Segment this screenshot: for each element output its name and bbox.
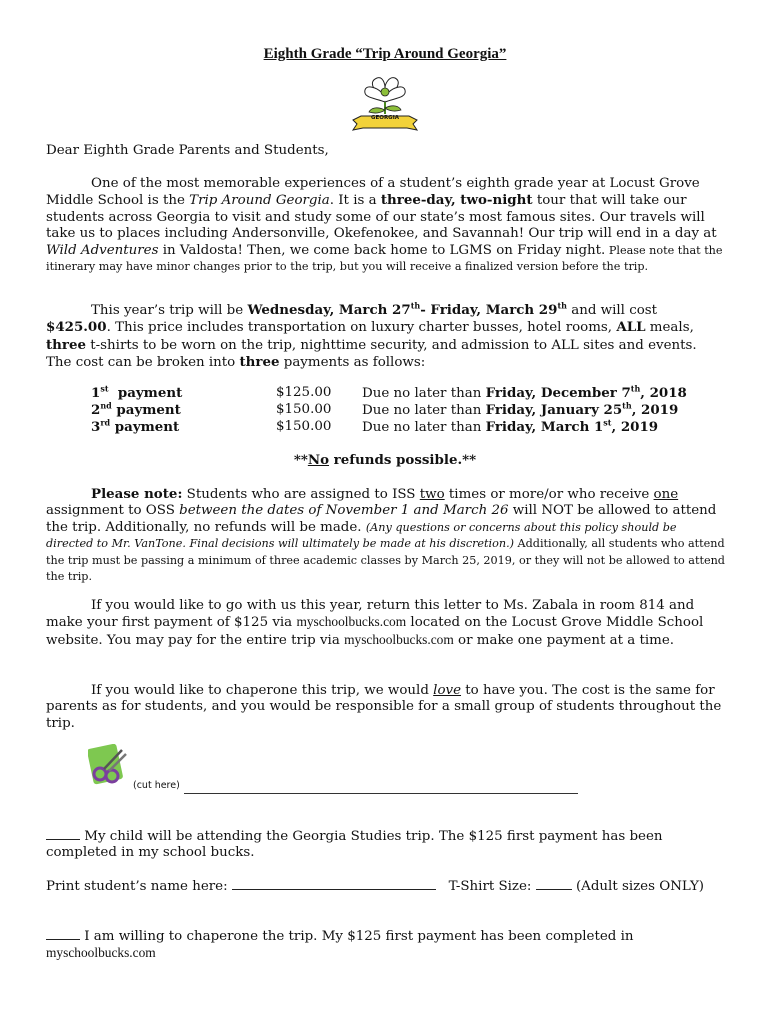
student-name-field[interactable]	[232, 879, 436, 890]
payment-amount: $125.00	[276, 385, 332, 400]
payment-label: 2nd payment	[91, 400, 181, 418]
payment-due: Due no later than Friday, December 7th, 2018	[362, 383, 687, 401]
scissors-icon	[88, 744, 136, 786]
chaperone-checkbox-blank[interactable]	[46, 929, 80, 940]
payment-label: 1st payment	[91, 383, 183, 401]
attending-checkbox-blank[interactable]	[46, 829, 80, 840]
payment-due: Due no later than Friday, March 1st, 2019	[362, 417, 659, 435]
student-info-line: Print student’s name here: T-Shirt Size: (Adult sizes ONLY)	[46, 879, 705, 894]
logo-banner-text: GEORGIA	[371, 115, 399, 121]
page-title: Eighth Grade “Trip Around Georgia”	[263, 46, 507, 62]
enrollment-paragraph: If you would like to go with us this year, return this letter to Ms. Zabala in room 814 and make your first payment of $125 via myschoolbucks.com located on the Locust Grove Middle School website. You may pay for the entire trip via myschoolbucks.com or make one payment at a time.	[46, 598, 704, 648]
attending-confirmation: My child will be attending the Georgia Studies trip. The $125 first payment has been completed in my school bucks.	[46, 829, 663, 861]
payment-amount: $150.00	[276, 402, 332, 417]
tshirt-size-field[interactable]	[536, 879, 572, 890]
chaperone-confirmation: I am willing to chaperone the trip. My $125 first payment has been completed in myschoolbucks.com	[46, 929, 634, 961]
payment-due: Due no later than Friday, January 25th, 2019	[362, 400, 679, 418]
payment-amount: $150.00	[276, 419, 332, 434]
payment-label: 3rd payment	[91, 417, 180, 435]
cut-line	[184, 793, 578, 794]
chaperone-paragraph: If you would like to chaperone this trip, we would love to have you. The cost is the same for parents as for students, and you would be responsible for a small group of students throughout the trip.	[46, 683, 722, 731]
greeting: Dear Eighth Grade Parents and Students,	[46, 143, 329, 158]
georgia-flower-logo	[345, 72, 425, 136]
cut-here-label: (cut here)	[133, 780, 180, 791]
policy-paragraph: Please note: Students who are assigned to ISS two times or more/or who receive one assignment to OSS between the dates of November 1 and March 26 will NOT be allowed to attend the trip. Additionally, no refunds will be made. (Any questions or concerns about this policy should be directed to Mr. VanTone. Final decisions will ultimately be made at his discretion.) Additionally, all students who attend the trip must be passing a minimum of three academic classes by March 25, 2019, or they will not be allowed to attend the trip.	[46, 486, 725, 584]
no-refunds-notice: **No refunds possible.**	[293, 452, 477, 468]
intro-paragraph: One of the most memorable experiences of a student’s eighth grade year at Locust Grove Middle School is the Trip Around Georgia. It is a three-day, two-night tour that will take our students across Georgia to visit and study some of our state’s most famous sites. Our travels will take us to places including Andersonville, Okefenokee, and Savannah! Our trip will end in a day at Wild Adventures in Valdosta! Then, we come back home to LGMS on Friday night. Please note that the itinerary may have minor changes prior to the trip, but you will receive a finalized version before the trip.	[46, 176, 723, 274]
cost-paragraph: This year’s trip will be Wednesday, March 27th- Friday, March 29th and will cost $425.00. This price includes transportation on luxury charter busses, hotel rooms, ALL meals, three t-shirts to be worn on the trip, nighttime security, and admission to ALL sites and events. The cost can be broken into three payments as follows:	[46, 300, 697, 371]
